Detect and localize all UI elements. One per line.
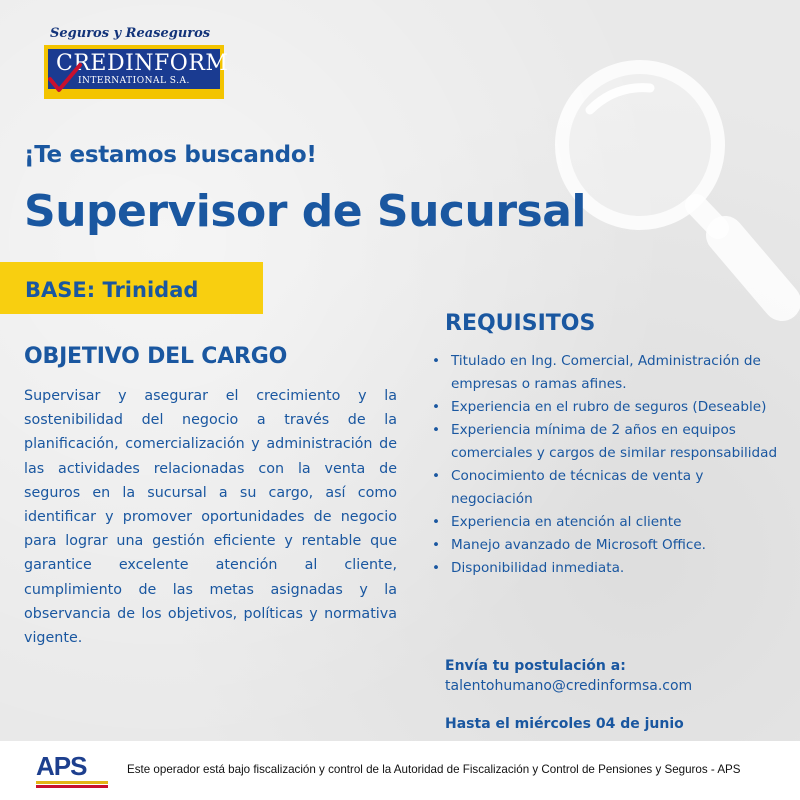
requirement-item: • Titulado en Ing. Comercial, Administración de empresas o ramas afines. (428, 350, 783, 396)
apply-email[interactable]: talentohumano@credinformsa.com (445, 678, 693, 694)
aps-logo (36, 749, 108, 791)
aps-logo-stripe (36, 785, 108, 788)
footer-disclaimer: Este operador está bajo fiscalización y control de la Autoridad de Fiscalización y Control de Pensiones y Seguros - APS (127, 763, 741, 776)
requirements-heading: REQUISITOS (445, 311, 596, 336)
requirement-item: • Experiencia en el rubro de seguros (Deseable) (428, 396, 783, 419)
logo-name: CREDINFORM (56, 51, 229, 76)
aps-logo-text: APS (36, 751, 87, 781)
hiring-tagline: ¡Te estamos buscando! (24, 142, 317, 168)
requirements-list (428, 350, 783, 580)
aps-logo-stripe (36, 781, 108, 784)
logo-subname: INTERNATIONAL S.A. (78, 76, 190, 86)
base-location: BASE: Trinidad (25, 278, 199, 302)
job-title: Supervisor de Sucursal (24, 186, 586, 237)
objective-text: Supervisar y asegurar el crecimiento y la sostenibilidad del negocio a través de la planificación, comercialización y administración de las actividades relacionadas con la venta de seguros en la sucursal a su cargo, así como identificar y promover oportunidades de negocio para lograr una gestión eficiente y rentable que garantice excelente atención al cliente, cumplimiento de las metas asignadas y la observancia de los objetivos, políticas y normativa vigente. (24, 388, 397, 647)
application-deadline: Hasta el miércoles 04 de junio (445, 716, 684, 732)
requirement-item: • Experiencia mínima de 2 años en equipos comerciales y cargos de similar responsabilidad (428, 419, 783, 465)
logo-frame (44, 45, 229, 99)
requirement-item: • Disponibilidad inmediata. (428, 557, 783, 580)
requirement-item: • Experiencia en atención al cliente (428, 511, 783, 534)
objective-heading: OBJETIVO DEL CARGO (24, 344, 288, 369)
apply-label: Envía tu postulación a: (445, 658, 626, 674)
logo-tagline: Seguros y Reaseguros (50, 26, 211, 41)
checkmark-icon (48, 61, 82, 95)
regulator-footer (0, 741, 800, 800)
company-logo (44, 26, 229, 102)
requirement-item: • Conocimiento de técnicas de venta y negociación (428, 465, 783, 511)
requirement-item: • Manejo avanzado de Microsoft Office. (428, 534, 783, 557)
